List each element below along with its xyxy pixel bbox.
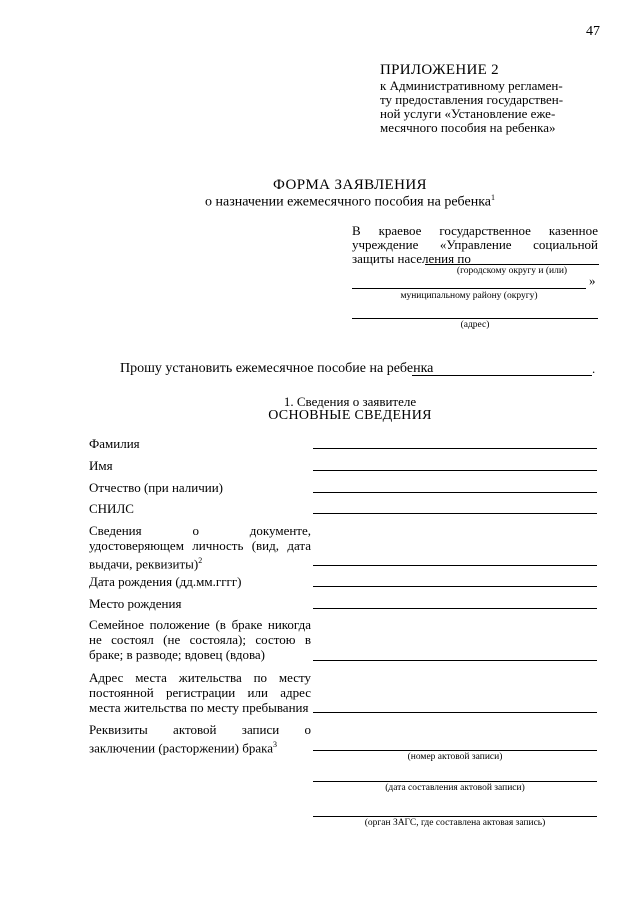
appendix-line: к Административному регламен-: [380, 78, 563, 93]
name-label: Имя: [89, 458, 113, 473]
form-title: ФОРМА ЗАЯВЛЕНИЯ: [273, 177, 427, 193]
section-subtitle: ОСНОВНЫЕ СВЕДЕНИЯ: [268, 408, 432, 423]
appendix-line: месячного пособия на ребенка»: [380, 120, 556, 135]
marital-status-input-line[interactable]: [313, 660, 597, 661]
record-date-caption: (дата составления актовой записи): [385, 783, 525, 793]
patronymic-label: Отчество (при наличии): [89, 480, 224, 495]
residence-address-label: Адрес места жительства по месту постоянной регистрации или адрес места жительства по месту пребывания: [89, 670, 311, 715]
id-document-input-line[interactable]: [313, 565, 597, 566]
birth-place-input-line[interactable]: [313, 608, 597, 609]
snils-label: СНИЛС: [89, 501, 134, 516]
residence-address-input-line[interactable]: [313, 712, 597, 713]
birth-place-label: Место рождения: [89, 596, 182, 611]
birth-date-label: Дата рождения (дд.мм.гггг): [89, 574, 242, 589]
request-text: Прошу установить ежемесячное пособие на ребенка: [120, 361, 434, 376]
record-number-input-line[interactable]: [313, 750, 597, 751]
district-input-line[interactable]: [425, 264, 599, 265]
form-subtitle: [150, 193, 550, 211]
address-input-line[interactable]: [352, 318, 598, 319]
footnote-mark: 1: [491, 193, 495, 202]
appendix-line: ту предоставления государствен-: [380, 92, 564, 107]
child-input-line[interactable]: [412, 375, 592, 376]
footnote-mark: 2: [198, 556, 203, 565]
registry-office-input-line[interactable]: [313, 816, 597, 817]
marital-status-label: Семейное положение (в браке никогда не состоял (не состояла); состою в браке; в разводе; вдовец (вдова): [89, 617, 311, 662]
marriage-record-label: [89, 722, 311, 755]
id-document-text: Сведения о документе, удостоверяющем личность (вид, дата выдачи, реквизиты): [89, 523, 311, 572]
section-title: 1. Сведения о заявителе: [283, 394, 417, 409]
footnote-mark: 3: [273, 740, 278, 749]
closing-quote: »: [589, 273, 596, 288]
patronymic-input-line[interactable]: [313, 492, 597, 493]
record-date-input-line[interactable]: [313, 781, 597, 782]
registry-office-caption: (орган ЗАГС, где составлена актовая запись): [364, 818, 546, 828]
name-input-line[interactable]: [313, 470, 597, 471]
page-number: 47: [586, 24, 600, 39]
request-period: .: [592, 361, 596, 376]
surname-label: Фамилия: [89, 436, 140, 451]
appendix-block: [380, 62, 598, 135]
surname-input-line[interactable]: [313, 448, 597, 449]
municipal-input-line[interactable]: [352, 288, 586, 289]
record-number-caption: (номер актовой записи): [407, 752, 503, 762]
marriage-record-text: Реквизиты актовой записи о заключении (расторжении) брака: [89, 722, 311, 756]
form-subtitle-text: о назначении ежемесячного пособия на ребенка: [204, 194, 491, 210]
appendix-heading: ПРИЛОЖЕНИЕ 2: [380, 62, 499, 78]
address-caption: (адрес): [460, 320, 490, 330]
addressee-text: В краевое государственное казенное учреждение «Управление социальной защиты населения по: [352, 223, 598, 266]
birth-date-input-line[interactable]: [313, 586, 597, 587]
appendix-line: ной услуги «Установление еже-: [380, 106, 556, 121]
district-caption: (городскому округу и (или): [456, 266, 568, 276]
municipal-caption: муниципальному району (округу): [400, 291, 538, 301]
id-document-label: [89, 523, 311, 571]
snils-input-line[interactable]: [313, 513, 597, 514]
